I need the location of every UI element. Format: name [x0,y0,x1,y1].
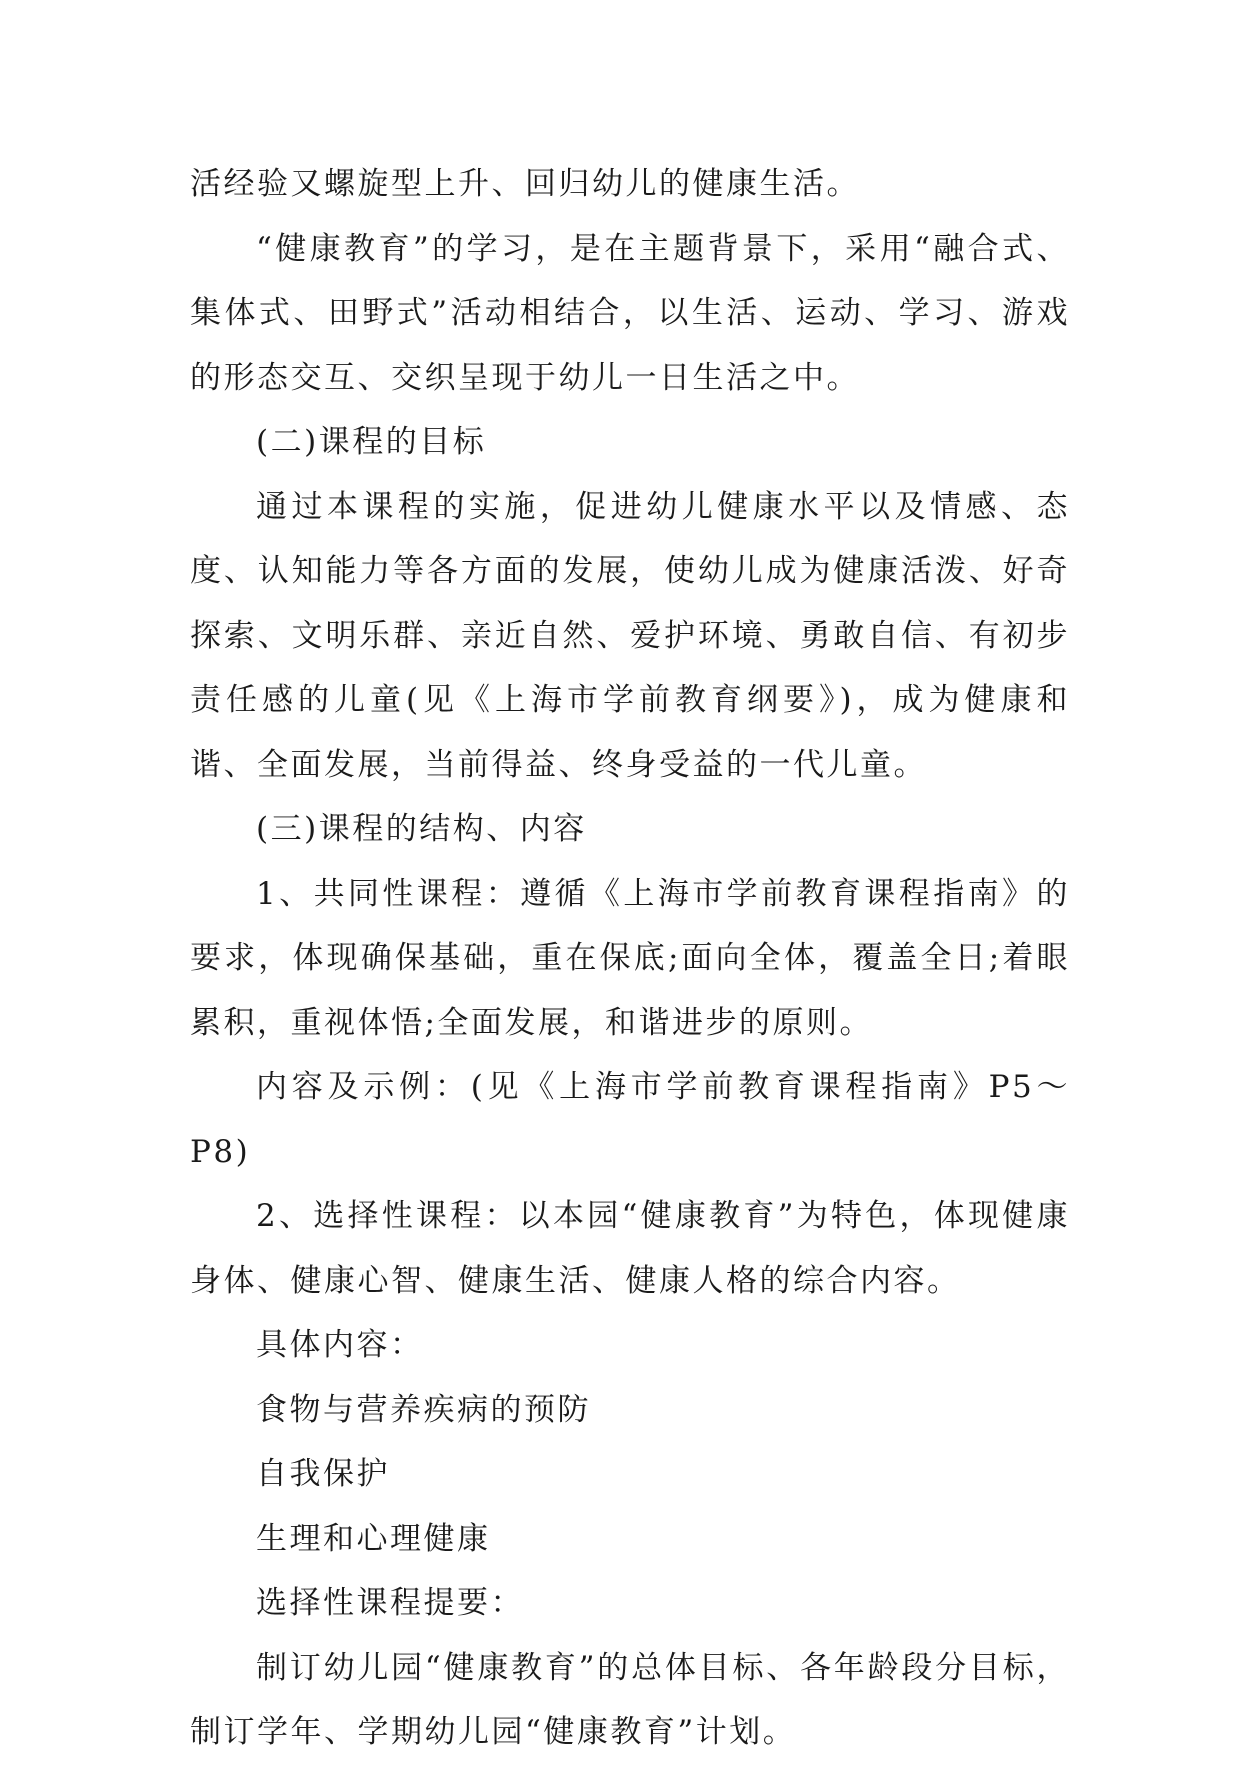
label-elective-summary: 选择性课程提要： [256,1585,524,1621]
label-specific-content: 具体内容： [256,1327,424,1363]
paragraph-health-education-learning: “健康教育”的学习，是在主题背景下，采用“融合式、集体式、田野式”活动相结合，以生活、运动、学习、游戏的形态交互、交织呈现于幼儿一日生活之中。 [190,230,1070,396]
section-heading-course-structure: (三)课程的结构、内容 [256,811,587,847]
paragraph-course-goals: 通过本课程的实施，促进幼儿健康水平以及情感、态度、认知能力等各方面的发展，使幼儿成为健康活泼、好奇探索、文明乐群、亲近自然、爱护环境、勇敢自信、有初步责任感的儿童(见《上海市学前教育纲要》)，成为健康和谐、全面发展，当前得益、终身受益的一代儿童。 [190,488,1070,783]
list-item-food-nutrition: 食物与营养疾病的预防 [256,1391,591,1428]
paragraph-continuation: 活经验又螺旋型上升、回归幼儿的健康生活。 [190,166,860,202]
section-heading-course-goals: (二)课程的目标 [256,424,487,460]
list-item-self-protection: 自我保护 [256,1456,390,1492]
paragraph-elective-course: 2、选择性课程：以本园“健康教育”为特色，体现健康身体、健康心智、健康生活、健康人格的综合内容。 [190,1198,1070,1299]
paragraph-plan: 制订幼儿园“健康教育”的总体目标、各年龄段分目标，制订学年、学期幼儿园“健康教育”计划。 [190,1649,1070,1750]
paragraph-common-course: 1、共同性课程：遵循《上海市学前教育课程指南》的要求，体现确保基础，重在保底;面向全体，覆盖全日;着眼累积，重视体悟;全面发展，和谐进步的原则。 [190,875,1070,1041]
document-body [190,152,1070,1765]
paragraph-content-examples: 内容及示例：(见《上海市学前教育课程指南》P5～P8) [190,1069,1070,1170]
list-item-physical-mental-health: 生理和心理健康 [256,1520,491,1557]
